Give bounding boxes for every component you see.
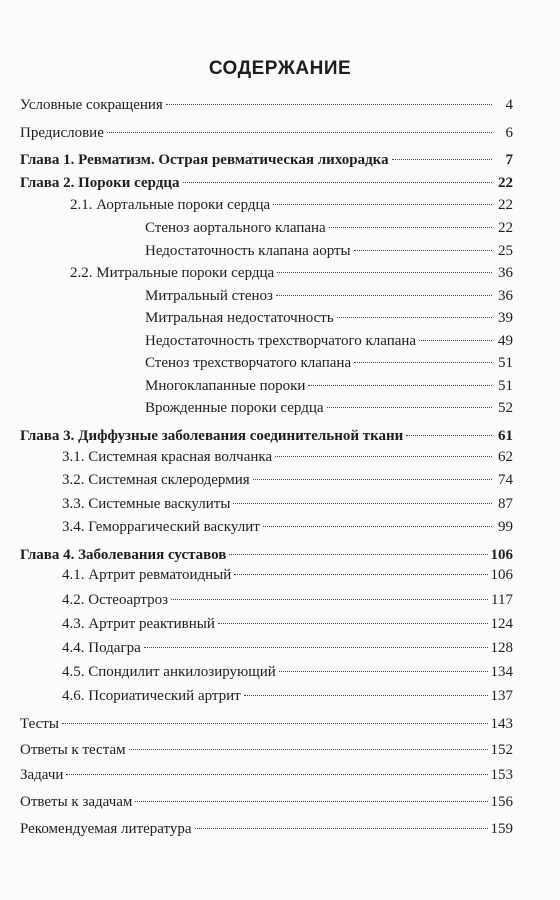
toc-entry — [20, 740, 513, 760]
dot-leader — [354, 362, 492, 363]
toc-entry-label: Ответы к тестам — [20, 742, 126, 758]
toc-entry-label: 2.1. Аортальные пороки сердца — [70, 197, 271, 213]
toc-entry-page: 7 — [505, 152, 513, 168]
dot-leader — [66, 774, 487, 775]
toc-section — [70, 195, 513, 215]
dot-leader — [144, 647, 488, 648]
dot-leader — [275, 456, 492, 457]
toc-entry-page: 137 — [490, 688, 513, 704]
toc-entry-page: 49 — [498, 333, 513, 349]
toc-entry — [20, 95, 513, 115]
toc-subsection — [145, 308, 513, 328]
toc-entry-label: Задачи — [20, 767, 64, 783]
toc-entry-label: 3.4. Геморрагический васкулит — [62, 519, 260, 535]
toc-entry-label: Тесты — [20, 716, 59, 732]
dot-leader — [244, 695, 488, 696]
toc-entry-label: 4.5. Спондилит анкилозирующий — [62, 664, 276, 680]
dot-leader — [327, 407, 492, 408]
toc-section — [62, 686, 513, 706]
dot-leader — [308, 385, 492, 386]
toc-entry-label: Глава 1. Ревматизм. Острая ревматическая лихорадка — [20, 152, 389, 168]
toc-subsection — [145, 353, 513, 373]
toc-entry-label: Стеноз трехстворчатого клапана — [145, 355, 352, 371]
toc-entry-label: Глава 4. Заболевания суставов — [20, 547, 227, 563]
toc-entry-page: 152 — [490, 742, 513, 758]
toc-entry-page: 22 — [498, 197, 513, 213]
toc-section — [62, 494, 513, 514]
toc-entry-label: 3.2. Системная склеродермия — [62, 472, 250, 488]
toc-subsection — [145, 286, 513, 306]
dot-leader — [253, 479, 492, 480]
toc-entry-label: Глава 3. Диффузные заболевания соединительной ткани — [20, 428, 404, 444]
dot-leader — [337, 317, 492, 318]
toc-entry-label: Предисловие — [20, 125, 104, 141]
toc-chapter — [20, 173, 513, 193]
toc-entry-page: 143 — [490, 716, 513, 732]
toc-section — [62, 517, 513, 537]
toc-entry-page: 124 — [490, 616, 513, 632]
toc-entry-label: 2.2. Митральные пороки сердца — [70, 265, 275, 281]
toc-section — [62, 565, 513, 585]
dot-leader — [277, 272, 492, 273]
toc-entry-page: 74 — [498, 472, 513, 488]
dot-leader — [166, 104, 492, 105]
dot-leader — [183, 182, 492, 183]
toc-entry-page: 106 — [490, 567, 513, 583]
dot-leader — [263, 526, 492, 527]
toc-subsection — [145, 398, 513, 418]
toc-entry-page: 62 — [498, 449, 513, 465]
toc-entry-label: Глава 2. Пороки сердца — [20, 175, 180, 191]
toc-entry-label: 4.2. Остеоартроз — [62, 592, 169, 608]
dot-leader — [279, 671, 488, 672]
toc-entry-label: 3.1. Системная красная волчанка — [62, 449, 273, 465]
dot-leader — [229, 554, 487, 555]
toc-entry-page: 51 — [498, 378, 513, 394]
toc-subsection — [145, 376, 513, 396]
toc-entry-label: Стеноз аортального клапана — [145, 220, 326, 236]
dot-leader — [171, 599, 488, 600]
toc-entry-page: 52 — [498, 400, 513, 416]
toc-entry-label: 4.1. Артрит ревматоидный — [62, 567, 232, 583]
toc-entry-page: 117 — [491, 592, 513, 608]
toc-entry — [20, 123, 513, 143]
toc-entry-label: Митральный стеноз — [145, 288, 273, 304]
dot-leader — [107, 132, 492, 133]
toc-entry-page: 22 — [498, 220, 513, 236]
toc-entry-page: 61 — [498, 428, 513, 444]
toc-chapter — [20, 545, 513, 565]
toc-entry-page: 36 — [498, 265, 513, 281]
toc-entry-label: Многоклапанные пороки — [145, 378, 306, 394]
toc-entry-label: 3.3. Системные васкулиты — [62, 496, 231, 512]
toc-section — [62, 470, 513, 490]
toc-entry-label: Недостаточность трехстворчатого клапана — [145, 333, 417, 349]
toc-entry-label: Условные сокращения — [20, 97, 163, 113]
dot-leader — [234, 574, 487, 575]
dot-leader — [218, 623, 488, 624]
toc-section — [62, 614, 513, 634]
toc-entry-page: 22 — [498, 175, 513, 191]
toc-entry-page: 99 — [498, 519, 513, 535]
toc-entry — [20, 819, 513, 839]
toc-entry-page: 36 — [498, 288, 513, 304]
toc-entry-page: 87 — [498, 496, 513, 512]
toc-entry-label: 4.4. Подагра — [62, 640, 141, 656]
page-title: СОДЕРЖАНИЕ — [208, 58, 352, 79]
toc-entry-page: 153 — [490, 767, 513, 783]
toc-entry — [20, 765, 513, 785]
toc-entry-page: 128 — [490, 640, 513, 656]
toc-chapter — [20, 150, 513, 170]
dot-leader — [129, 749, 488, 750]
toc-entry-label: Митральная недостаточность — [145, 310, 334, 326]
toc-section — [70, 263, 513, 283]
toc-entry — [20, 714, 513, 734]
dot-leader — [419, 340, 492, 341]
toc-entry-label: Врожденные пороки сердца — [145, 400, 324, 416]
toc-entry-label: 4.6. Псориатический артрит — [62, 688, 241, 704]
toc-entry-label: 4.3. Артрит реактивный — [62, 616, 215, 632]
toc-section — [62, 590, 513, 610]
dot-leader — [62, 723, 488, 724]
toc-entry-page: 159 — [490, 821, 513, 837]
dot-leader — [354, 250, 492, 251]
toc-entry-page: 51 — [498, 355, 513, 371]
dot-leader — [329, 227, 492, 228]
dot-leader — [233, 503, 492, 504]
toc-section — [62, 662, 513, 682]
toc-entry-page: 134 — [490, 664, 513, 680]
toc-entry — [20, 792, 513, 812]
toc-subsection — [145, 241, 513, 261]
toc-entry-label: Рекомендуемая литература — [20, 821, 192, 837]
dot-leader — [406, 435, 492, 436]
toc-entry-page: 106 — [490, 547, 513, 563]
toc-section — [62, 447, 513, 467]
dot-leader — [195, 828, 488, 829]
toc-entry-label: Ответы к задачам — [20, 794, 133, 810]
toc-subsection — [145, 218, 513, 238]
toc-entry-page: 25 — [498, 243, 513, 259]
dot-leader — [135, 801, 487, 802]
toc-subsection — [145, 331, 513, 351]
dot-leader — [276, 295, 492, 296]
dot-leader — [273, 204, 492, 205]
toc-entry-page: 4 — [505, 97, 513, 113]
toc-entry-label: Недостаточность клапана аорты — [145, 243, 351, 259]
toc-chapter — [20, 426, 513, 446]
dot-leader — [392, 159, 492, 160]
toc-entry-page: 39 — [498, 310, 513, 326]
toc-entry-page: 156 — [490, 794, 513, 810]
toc-entry-page: 6 — [505, 125, 513, 141]
toc-section — [62, 638, 513, 658]
